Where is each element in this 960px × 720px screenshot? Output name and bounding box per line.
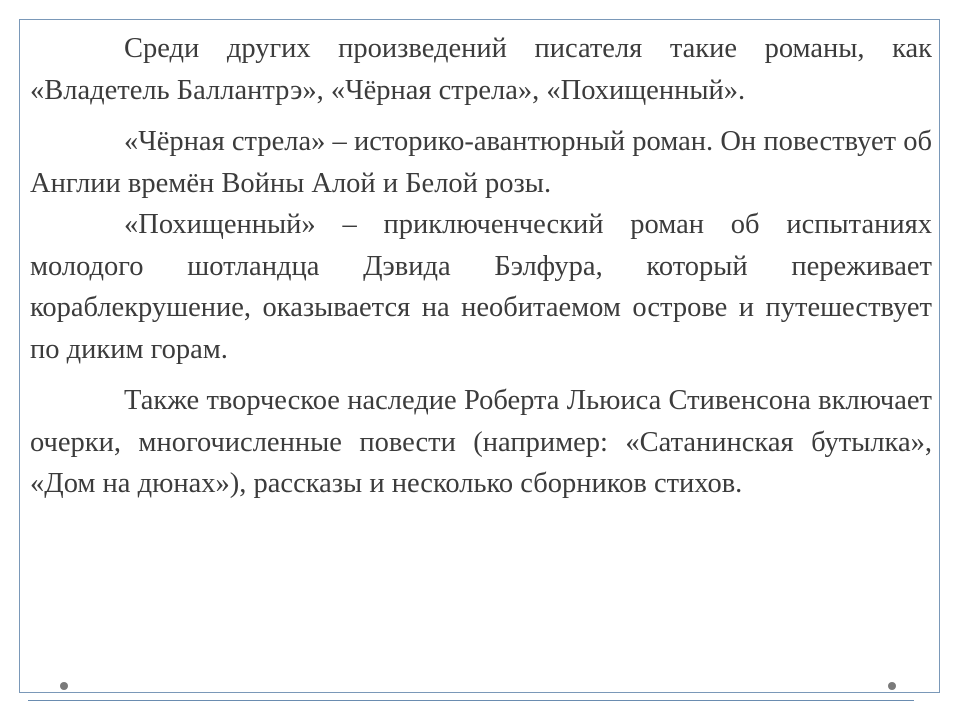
slide-text bbox=[30, 28, 932, 515]
decorative-dot-left bbox=[60, 682, 68, 690]
paragraph-other-works: Среди других произведений писателя такие романы, как «Владетель Баллантрэ», «Чёрная стрела», «Похищенный». bbox=[30, 33, 932, 106]
decorative-dot-right bbox=[888, 682, 896, 690]
footer-divider bbox=[28, 700, 914, 701]
paragraph-kidnapped: «Похищенный» – приключенческий роман об испытаниях молодого шотландца Дэвида Бэлфура, который переживает кораблекрушение, оказывается на необитаемом острове и путешествует по диким горам. bbox=[30, 209, 932, 365]
paragraph-black-arrow: «Чёрная стрела» – историко-авантюрный роман. Он повествует об Англии времён Войны Алой и Белой розы. bbox=[30, 126, 932, 199]
paragraph-legacy: Также творческое наследие Роберта Льюиса Стивенсона включает очерки, многочисленные повести (например: «Сатанинская бутылка», «Дом на дюнах»), рассказы и несколько сборников стихов. bbox=[30, 385, 932, 499]
